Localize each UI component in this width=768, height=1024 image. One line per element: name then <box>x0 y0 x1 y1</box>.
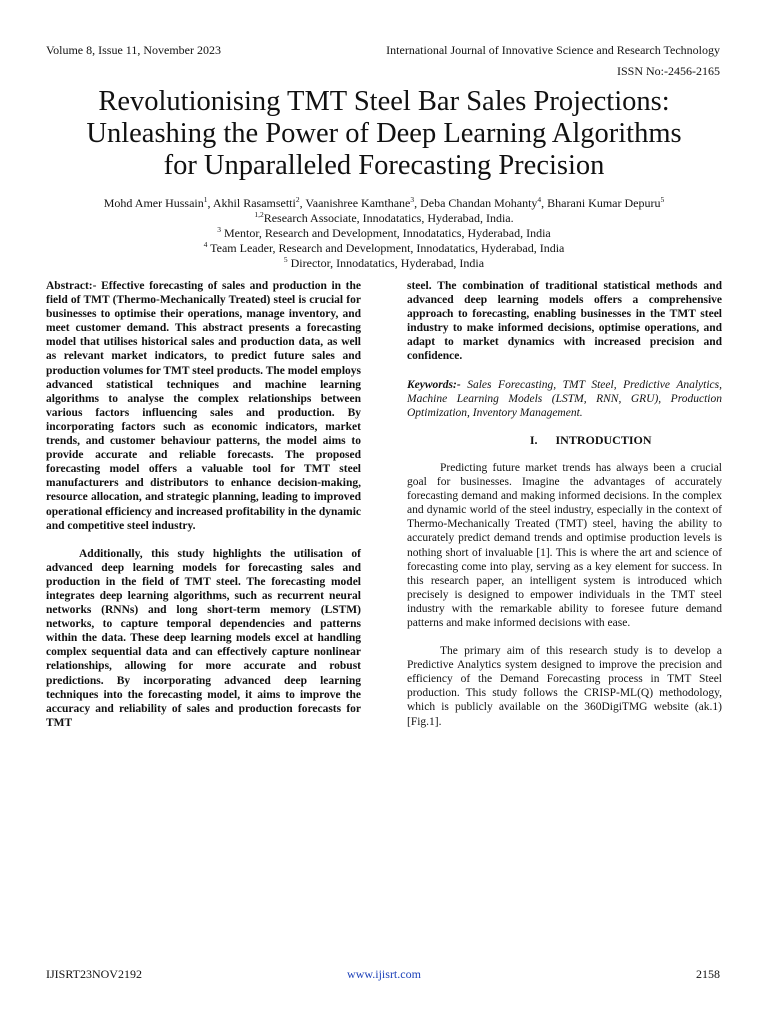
keywords-text: Sales Forecasting, TMT Steel, Predictive Analytics, Machine Learning Models (LSTM, RNN, GRU), Production Optimization, Inventory Management. <box>407 378 722 419</box>
title-line: for Unparalleled Forecasting Precision <box>163 150 605 181</box>
affiliation: $^3$ Mentor, Research and Development, Innodatatics, Hyderabad, India <box>217 225 551 240</box>
keywords-label: Keywords:- <box>407 378 461 391</box>
author-block <box>40 196 728 271</box>
volume-info: Volume 8, Issue 11, November 2023 <box>46 43 221 57</box>
issn: ISSN No:-2456-2165 <box>616 64 720 78</box>
section-number: I. <box>529 432 538 447</box>
paper-title <box>40 86 728 182</box>
title-line: Unleashing the Power of Deep Learning Algorithms <box>86 118 682 149</box>
affiliation: $^{1,2}$Research Associate, Innodatatics, Hyderabad, India. <box>254 210 514 225</box>
intro-paragraph: The primary aim of this research study is to develop a Predictive Analytics system designed to improve the precision and efficiency of the Demand Forecasting process in TMT Steel production. This study follows the CRISP-ML(Q) methodology, which is publicly available on the 360DigiTMG website (ak.1) [Fig.1]. <box>407 645 722 728</box>
journal-name: International Journal of Innovative Science and Research Technology <box>386 43 720 57</box>
intro-paragraph: Predicting future market trends has always been a crucial goal for businesses. Imagine the advantages of accurately forecasting demand and making informed decisions. In the complex and dynamic world of the steel industry, especially in the context of Thermo-Mechanically Treated (TMT) steel, having the ability to accurately predict demand trends and optimise production levels is nothing short of invaluable [1]. This is where the art and science of forecasting come into play, serving as a key element for success. In this research paper, an intelligent system is introduced which precisely is designed to empower individuals in the TMT steel industry with the remarkable ability to foresee future demand patterns and make informed decisions with ease. <box>407 461 722 629</box>
affiliation: $^4$ Team Leader, Research and Development, Innodatatics, Hyderabad, India <box>203 240 565 255</box>
page-number: 2158 <box>696 967 720 981</box>
right-column <box>407 279 722 729</box>
author-sup: 1 <box>203 195 208 204</box>
keywords <box>407 378 722 420</box>
author-sup: 5 <box>660 195 665 204</box>
author-name: Deba Chandan Mohanty <box>420 196 538 210</box>
affiliation: $^5$ Director, Innodatatics, Hyderabad, India <box>283 255 485 270</box>
paper-id: IJISRT23NOV2192 <box>46 967 142 981</box>
abstract-additional-paragraph: Additionally, this study highlights the utilisation of advanced deep learning models for forecasting sales and production in the field of TMT steel. The forecasting model integrates deep learning algorithms, such as recurrent neural networks (RNNs) and long short-term memory (LSTM) networks, to capture temporal dependencies and patterns within the data. These deep learning models excel at handling complex sequential data and can effectively capture nonlinear relationships, allowing for more accurate and robust predictions. By incorporating advanced deep learning techniques into the forecasting model, it aims to improve the accuracy and reliability of sales and production forecasts for TMT <box>46 547 361 729</box>
abstract-continuation: steel. The combination of traditional statistical methods and advanced deep learning models offers a comprehensive approach to forecasting, enabling businesses in the TMT steel industry to make informed decisions, optimise operations, and adapt to market dynamics with increased precision and confidence. <box>407 280 722 363</box>
author-list: Mohd Amer Hussain$^1$, Akhil Rasamsetti$^2$, Vaanishree Kamthane$^3$, Deba Chandan Mohanty$^4$, Bharani Kumar Depuru$^5$ <box>103 195 665 210</box>
author-name: Akhil Rasamsetti <box>212 196 296 210</box>
website-link[interactable]: www.ijisrt.com <box>347 967 421 981</box>
author-sup: 3 <box>410 195 415 204</box>
author-sup: 4 <box>537 195 542 204</box>
left-column <box>46 279 361 730</box>
title-line: Revolutionising TMT Steel Bar Sales Projections: <box>98 86 670 117</box>
author-name: Vaanishree Kamthane <box>305 196 411 210</box>
abstract-paragraph: Abstract:- Effective forecasting of sales and production in the field of TMT (Thermo-Mechanically Treated) steel is crucial for businesses to optimise their operations, manage inventory, and meet customer demand. This abstract presents a forecasting model that utilises historical sales and production data, as well as relevant market indicators, to predict future sales and production volumes for TMT steel products. The model employs advanced statistical techniques and machine learning algorithms to analyse the complex relationships between various factors influencing sales and production. By incorporating factors such as economic indicators, market trends, and customer behaviour patterns, the model aims to provide accurate and reliable forecasts. The proposed forecasting model offers a valuable tool for TMT steel manufacturers and distributors to enhance decision-making, resource allocation, and strategic planning, leading to improved operational efficiency and increased profitability in the dynamic and competitive steel industry. <box>46 280 361 532</box>
section-heading <box>407 433 722 447</box>
author-sup: 2 <box>295 195 300 204</box>
author-name: Mohd Amer Hussain <box>103 196 204 210</box>
section-title: INTRODUCTION <box>555 432 652 447</box>
author-name: Bharani Kumar Depuru <box>547 196 661 210</box>
